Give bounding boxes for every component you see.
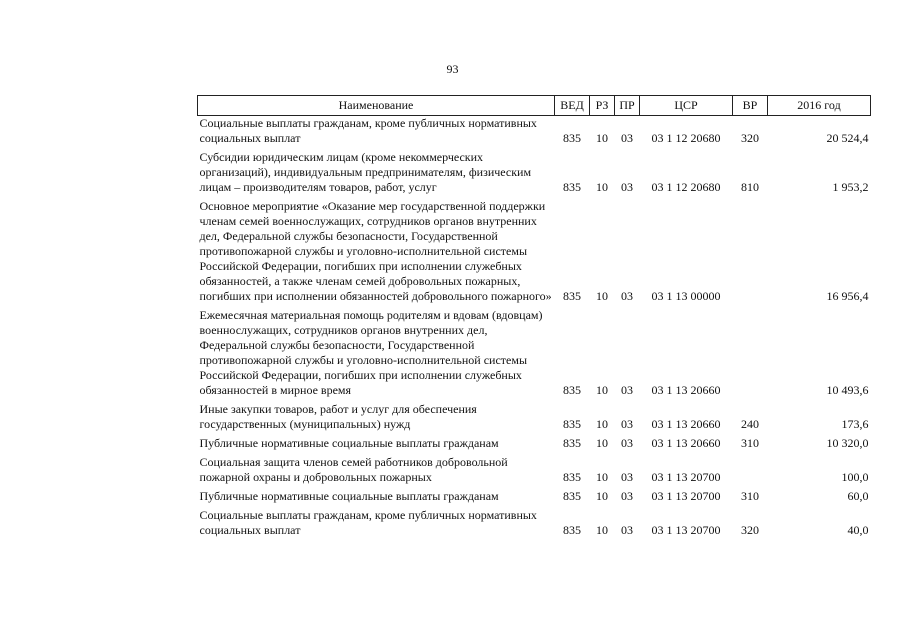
column-header-ved: ВЕД	[555, 96, 590, 116]
column-header-vr: ВР	[733, 96, 768, 116]
row-vr: 310	[741, 436, 759, 450]
row-ved: 835	[563, 131, 581, 145]
table-row	[198, 506, 871, 540]
row-csr: 03 1 13 20660	[651, 417, 721, 431]
row-pr: 03	[621, 131, 633, 145]
row-ved: 835	[563, 436, 581, 450]
page-number: 93	[446, 62, 459, 76]
table-row	[198, 197, 871, 306]
row-name: Публичные нормативные социальные выплаты гражданам	[199, 489, 499, 503]
row-pr: 03	[621, 417, 633, 431]
row-pr: 03	[621, 383, 633, 397]
column-header-pr: ПР	[615, 96, 640, 116]
row-name: Публичные нормативные социальные выплаты гражданам	[199, 436, 499, 450]
row-rz: 10	[596, 470, 608, 484]
row-csr: 03 1 13 20660	[651, 383, 721, 397]
row-amount: 40,0	[847, 523, 869, 537]
column-header-csr: ЦСР	[640, 96, 733, 116]
row-vr: 240	[741, 417, 759, 431]
row-name: Социальная защита членов семей работников добровольной пожарной охраны и добровольных пожарных	[199, 455, 508, 484]
row-pr: 03	[621, 436, 633, 450]
column-header-rz: РЗ	[590, 96, 615, 116]
row-rz: 10	[596, 436, 608, 450]
table-row	[198, 306, 871, 400]
row-pr: 03	[621, 523, 633, 537]
row-ved: 835	[563, 470, 581, 484]
row-name: Социальные выплаты гражданам, кроме публичных нормативных социальных выплат	[199, 508, 537, 537]
row-name: Социальные выплаты гражданам, кроме публичных нормативных социальных выплат	[199, 116, 537, 145]
row-pr: 03	[621, 180, 633, 194]
row-rz: 10	[596, 180, 608, 194]
row-csr: 03 1 13 00000	[651, 289, 721, 303]
row-vr: 310	[741, 489, 759, 503]
row-amount: 1 953,2	[832, 180, 869, 194]
column-header-year: 2016 год	[768, 96, 871, 116]
row-vr: 320	[741, 131, 759, 145]
row-csr: 03 1 12 20680	[651, 131, 721, 145]
row-pr: 03	[621, 489, 633, 503]
row-vr: 810	[741, 180, 759, 194]
row-vr: 320	[741, 523, 759, 537]
row-rz: 10	[596, 523, 608, 537]
row-pr: 03	[621, 470, 633, 484]
table-row	[198, 434, 871, 453]
row-amount: 20 524,4	[826, 131, 869, 145]
table-row	[198, 116, 871, 149]
table-row	[198, 487, 871, 506]
row-rz: 10	[596, 417, 608, 431]
row-amount: 10 320,0	[826, 436, 869, 450]
row-amount: 173,6	[841, 417, 869, 431]
table-row	[198, 400, 871, 434]
row-csr: 03 1 13 20700	[651, 523, 721, 537]
row-amount: 16 956,4	[826, 289, 869, 303]
row-ved: 835	[563, 489, 581, 503]
table-row	[198, 148, 871, 197]
row-ved: 835	[563, 523, 581, 537]
row-ved: 835	[563, 417, 581, 431]
row-name: Ежемесячная материальная помощь родителям и вдовам (вдовцам) военнослужащих, сотрудников органов внутренних дел, Федеральной службы безопасности, Государственной противопожарной службы и уголовно-исполнительной системы Российской Федерации, погибших при исполнении служебных обязанностей в мирное время	[199, 308, 543, 397]
row-vr	[733, 453, 768, 487]
row-csr: 03 1 13 20700	[651, 470, 721, 484]
budget-table	[197, 95, 871, 540]
row-amount: 100,0	[841, 470, 869, 484]
table-header	[198, 96, 871, 116]
row-name: Иные закупки товаров, работ и услуг для обеспечения государственных (муниципальных) нужд	[199, 402, 477, 431]
row-ved: 835	[563, 383, 581, 397]
row-rz: 10	[596, 383, 608, 397]
row-csr: 03 1 13 20660	[651, 436, 721, 450]
row-vr	[733, 197, 768, 306]
row-pr: 03	[621, 289, 633, 303]
row-amount: 10 493,6	[826, 383, 869, 397]
row-rz: 10	[596, 489, 608, 503]
row-vr	[733, 306, 768, 400]
row-ved: 835	[563, 289, 581, 303]
row-csr: 03 1 12 20680	[651, 180, 721, 194]
row-rz: 10	[596, 131, 608, 145]
row-amount: 60,0	[847, 489, 869, 503]
row-ved: 835	[563, 180, 581, 194]
row-name: Основное мероприятие «Оказание мер государственной поддержки членам семей военнослужащих, сотрудников органов внутренних дел, Федеральной службы безопасности, Государственной противопожарной службы и уголовно-исполнительной системы Российской Федерации, погибших при исполнении служебных обязанностей, а также членам семей добровольных пожарных, погибших при исполнении обязанностей добровольного пожарного»	[199, 199, 552, 303]
row-rz: 10	[596, 289, 608, 303]
column-header-name: Наименование	[198, 96, 555, 116]
row-csr: 03 1 13 20700	[651, 489, 721, 503]
row-name: Субсидии юридическим лицам (кроме некоммерческих организаций), индивидуальным предпринимателям, физическим лицам – производителям товаров, работ, услуг	[199, 150, 532, 194]
table-row	[198, 453, 871, 487]
